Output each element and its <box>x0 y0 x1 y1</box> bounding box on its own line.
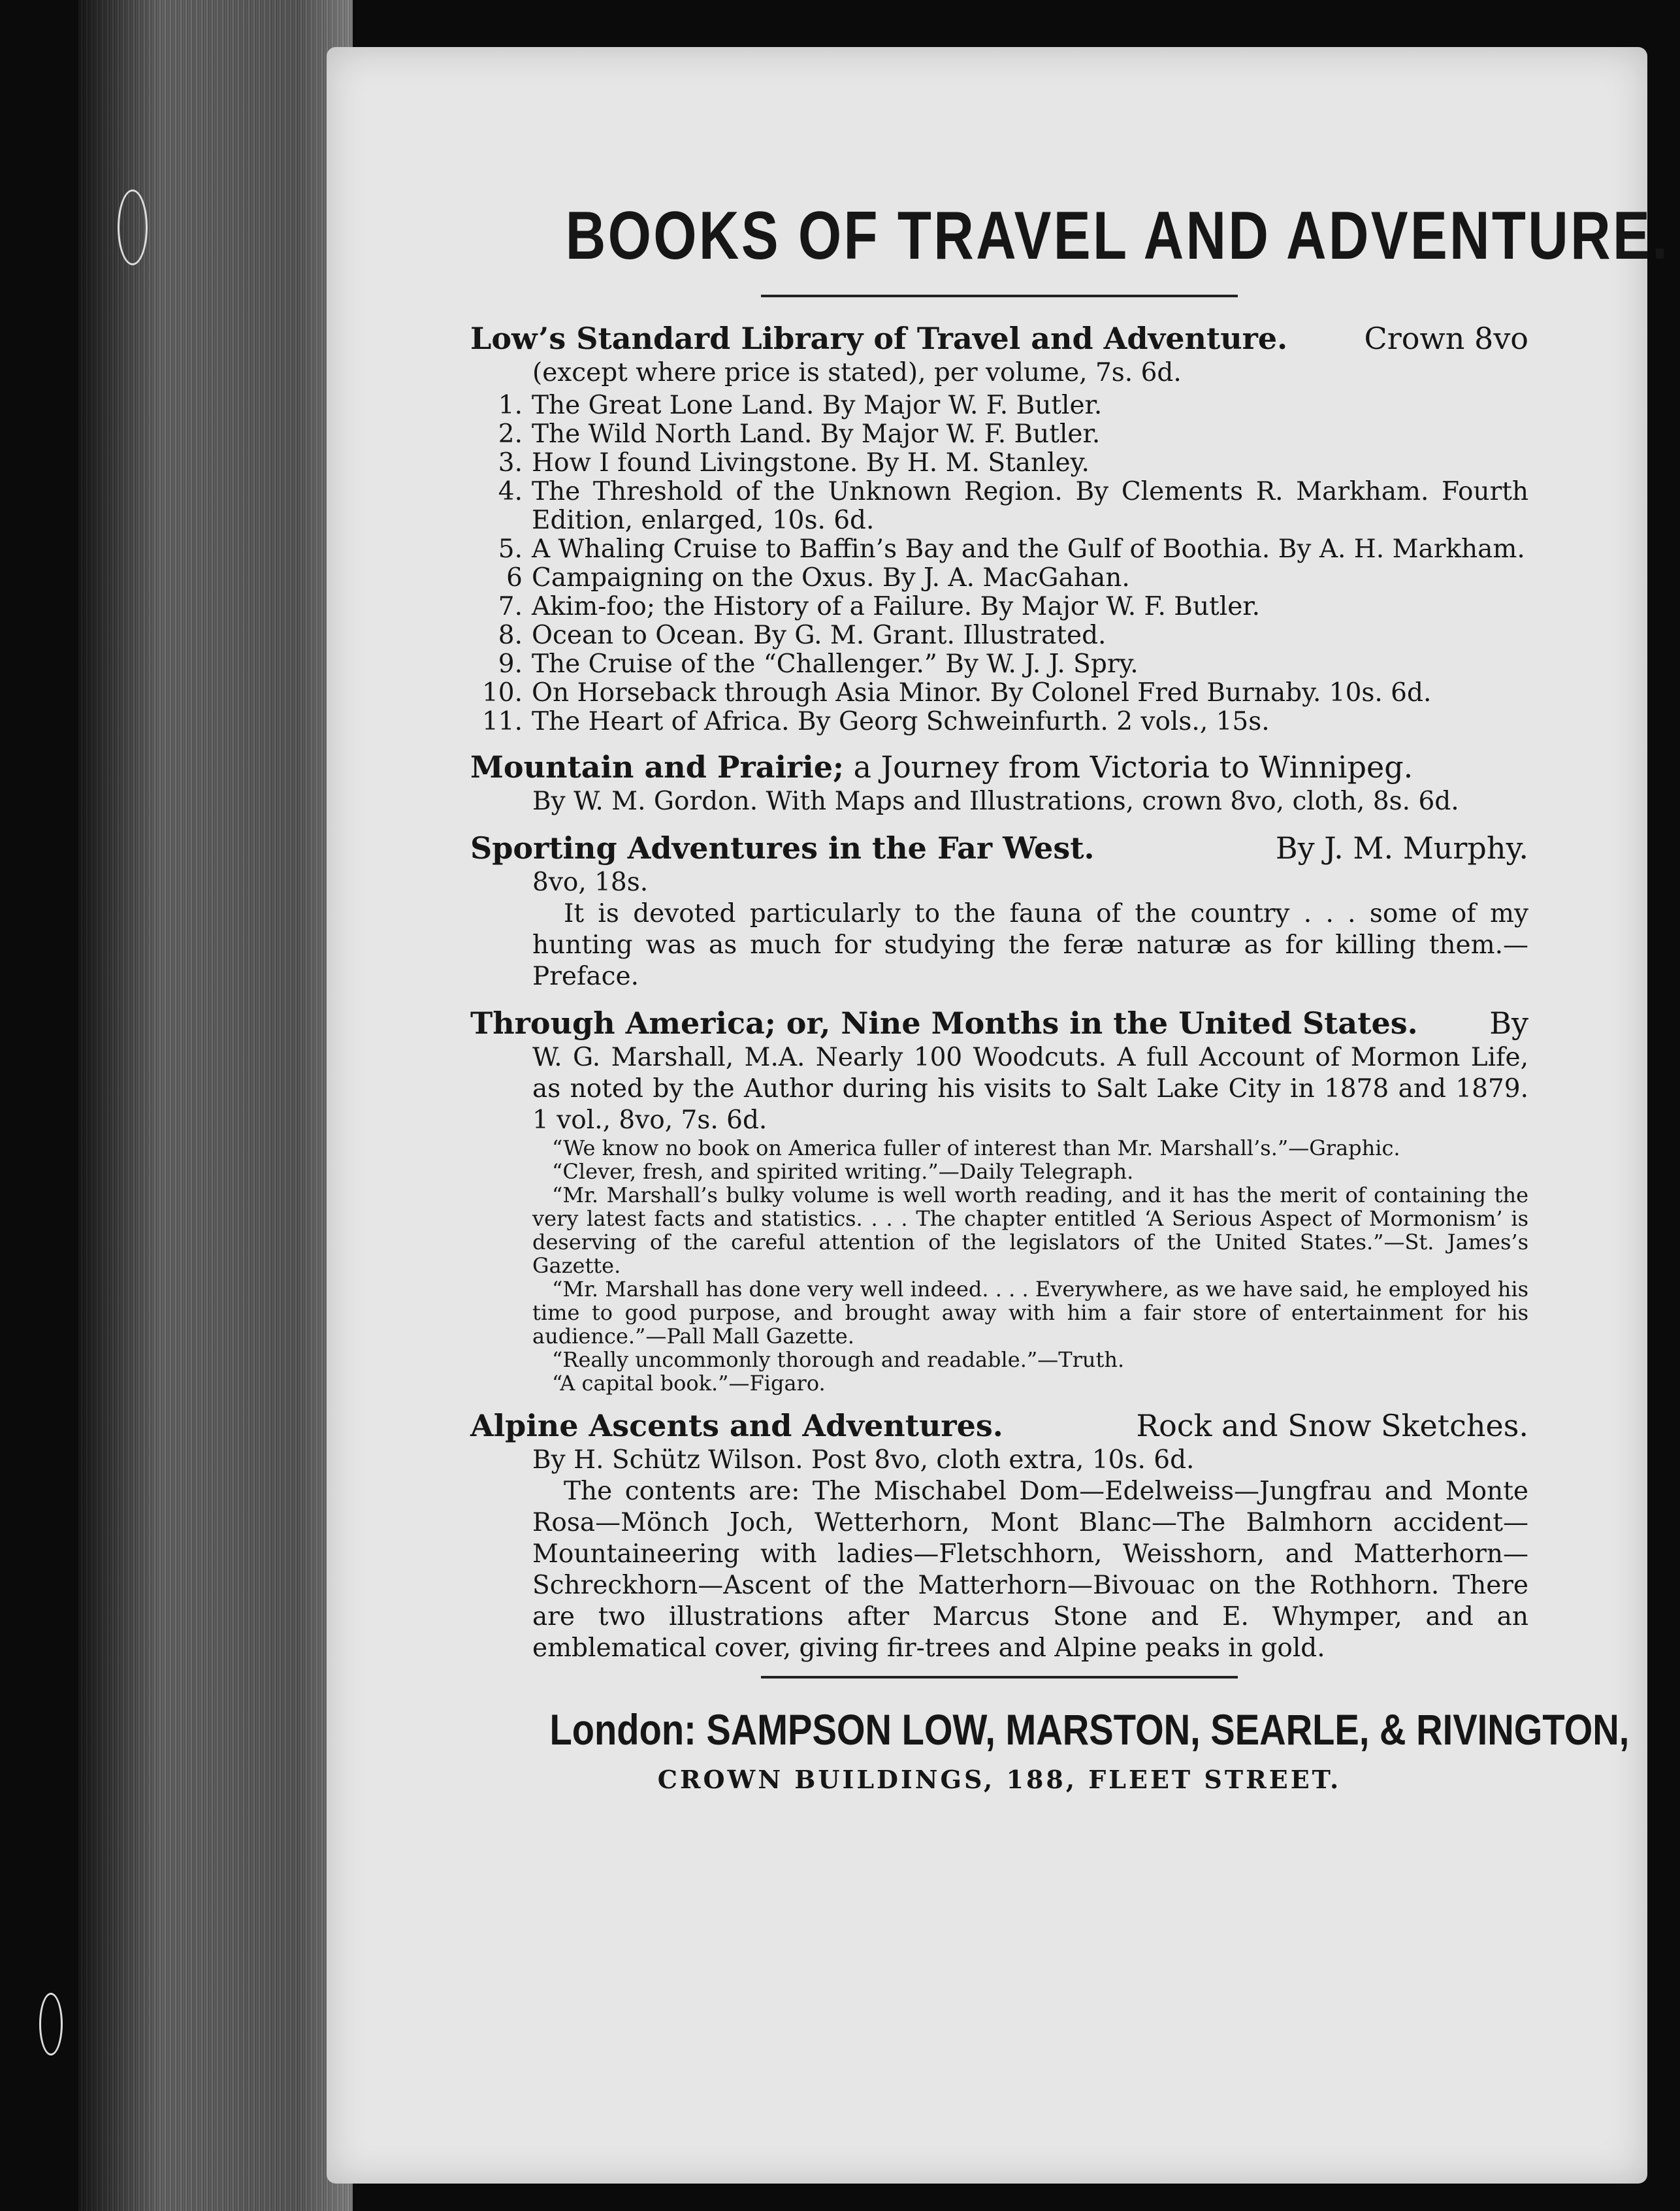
page-title: BOOKS OF TRAVEL AND ADVENTURE. <box>565 198 1670 274</box>
review-quotes <box>470 1136 1528 1395</box>
list-item: 3. How I found Livingstone. By H. M. Stanley. <box>498 448 1090 478</box>
book-page-edges <box>78 0 353 2211</box>
title-rule <box>761 295 1238 297</box>
entry-title: Low’s Standard Library of Travel and Adventure. <box>470 321 1288 356</box>
list-item: 1. The Great Lone Land. By Major W. F. Butler. <box>498 391 1103 420</box>
list-item: 5. A Whaling Cruise to Baffin’s Bay and the Gulf of Boothia. By A. H. Markham. <box>498 534 1525 564</box>
list-item: 2. The Wild North Land. By Major W. F. Butler. <box>498 419 1101 449</box>
entry-through-america <box>470 1004 1528 1395</box>
book-page <box>327 47 1670 2184</box>
list-item: 11. The Heart of Africa. By Georg Schweinfurth. 2 vols., 15s. <box>481 707 1270 736</box>
entry-title-tail: By <box>1489 1006 1528 1041</box>
review-quote: “A capital book.”—Figaro. <box>552 1371 826 1396</box>
review-quote: “Really uncommonly thorough and readable.”—Truth. <box>552 1347 1125 1372</box>
page-content <box>470 197 1670 1794</box>
entry-quote: It is devoted particularly to the fauna of the country . . . some of my hunting was as much for studying the feræ naturæ as for killing them.—Preface. <box>532 899 1528 991</box>
publisher-address: CROWN BUILDINGS, 188, FLEET STREET. <box>657 1765 1342 1794</box>
publisher-imprint: London: SAMPSON LOW, MARSTON, SEARLE, & RIVINGTON, <box>549 1705 1630 1754</box>
entry-mountain-prairie <box>470 748 1528 817</box>
entry-subline: (except where price is stated), per volume, 7s. 6d. <box>532 358 1182 387</box>
entry-title: Through America; or, Nine Months in the United States. <box>470 1006 1418 1041</box>
entry-title: Sporting Adventures in the Far West. <box>470 830 1095 866</box>
entry-body: 8vo, 18s. <box>532 868 649 897</box>
entry-title-tail: a Journey from Victoria to Winnipeg. <box>853 749 1413 785</box>
review-quote: “Clever, fresh, and spirited writing.”—Daily Telegraph. <box>552 1159 1134 1184</box>
list-item: 8. Ocean to Ocean. By G. M. Grant. Illustrated. <box>498 621 1107 650</box>
film-scratch <box>39 1993 63 2055</box>
list-item: 6 Campaigning on the Oxus. By J. A. MacGahan. <box>506 563 1130 593</box>
review-quote: “We know no book on America fuller of interest than Mr. Marshall’s.”—Graphic. <box>552 1136 1400 1160</box>
entry-contents: The contents are: The Mischabel Dom—Edelweiss—Jungfrau and Monte Rosa—Mönch Joch, Wetterhorn, Mont Blanc—The Balmhorn accident—Mountaineering with ladies—Fletschhorn, Weisshorn, and Matterhorn—Schreckhorn—Ascent of the Matterhorn—Bivouac on the Rothhorn. There are two illustrations after Marcus Stone and E. Whymper, and an emblematical cover, giving fir-trees and Alpine peaks in gold. <box>532 1477 1528 1663</box>
entry-heading <box>470 319 1528 357</box>
entry-title: Alpine Ascents and Adventures. <box>470 1408 1003 1443</box>
entry-standard-library <box>470 319 1528 736</box>
entry-body: By W. M. Gordon. With Maps and Illustrations, crown 8vo, cloth, 8s. 6d. <box>532 787 1459 816</box>
entry-body: By H. Schütz Wilson. Post 8vo, cloth extra, 10s. 6d. <box>532 1445 1195 1475</box>
entry-sporting-adventures <box>470 829 1528 992</box>
list-item: 4. The Threshold of the Unknown Region. By Clements R. Markham. Fourth Edition, enlarged, 10s. 6d. <box>498 477 1528 535</box>
entry-heading <box>470 748 1528 786</box>
entry-alpine-ascents <box>470 1407 1528 1664</box>
review-quote: “Mr. Marshall’s bulky volume is well worth reading, and it has the merit of containing the very latest facts and statistics. . . . The chapter entitled ‘A Serious Aspect of Mormonism’ is deserving of the careful attention of the legislators of the United States.”—St. James’s Gazette. <box>532 1183 1528 1278</box>
film-scratch <box>118 189 148 265</box>
entry-heading <box>470 1004 1528 1042</box>
review-quote: “Mr. Marshall has done very well indeed. . . . Everywhere, as we have said, he employed his time to good purpose, and brought away with him a fair store of entertainment for his audience.”—Pall Mall Gazette. <box>532 1277 1528 1349</box>
entry-heading <box>470 1407 1528 1445</box>
entry-title: Mountain and Prairie; <box>470 749 844 785</box>
entry-title-tail: Crown 8vo <box>1364 321 1528 356</box>
entry-heading <box>470 829 1528 867</box>
entry-body: W. G. Marshall, M.A. Nearly 100 Woodcuts. A full Account of Mormon Life, as noted by the Author during his visits to Salt Lake City in 1878 and 1879. 1 vol., 8vo, 7s. 6d. <box>532 1043 1528 1135</box>
library-volume-list <box>470 391 1528 736</box>
list-item: 10. On Horseback through Asia Minor. By Colonel Fred Burnaby. 10s. 6d. <box>481 678 1432 708</box>
entry-title-tail: Rock and Snow Sketches. <box>1136 1408 1528 1443</box>
imprint-rule <box>761 1676 1238 1679</box>
list-item: 7. Akim-foo; the History of a Failure. By Major W. F. Butler. <box>498 592 1261 621</box>
list-item: 9. The Cruise of the “Challenger.” By W. J. J. Spry. <box>498 649 1139 679</box>
entry-title-tail: By J. M. Murphy. <box>1275 830 1528 866</box>
